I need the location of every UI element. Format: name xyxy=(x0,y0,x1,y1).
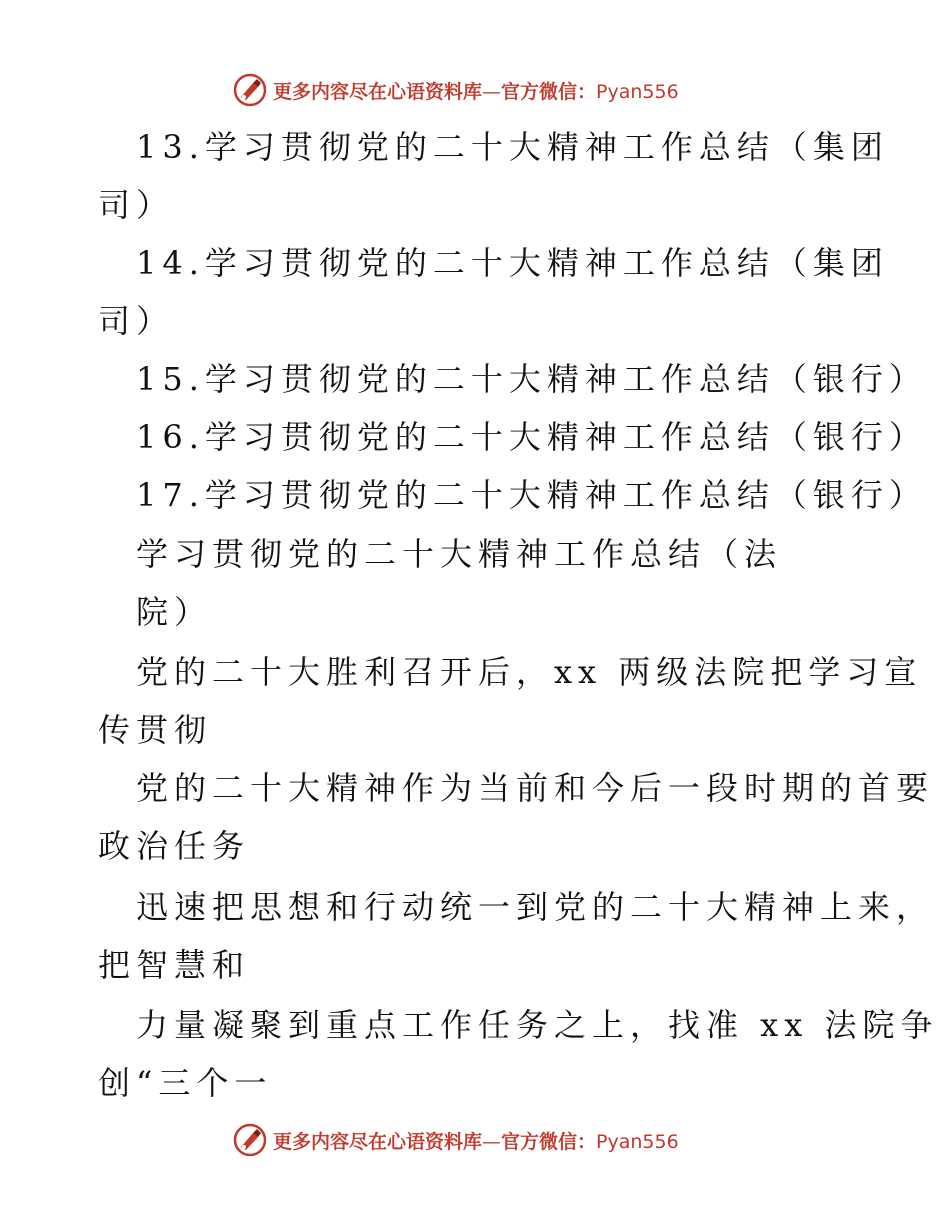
doc-paragraph-line: 创“三个一 xyxy=(98,1064,273,1102)
watermark-text: 更多内容尽在心语资料库—官方微信：Pyan556 xyxy=(273,80,679,103)
header-watermark-banner xyxy=(233,70,713,110)
doc-paragraph-line: 党的二十大胜利召开后，xx 两级法院把学习宣 xyxy=(136,653,923,691)
doc-line-13-cont: 司） xyxy=(98,186,175,224)
doc-paragraph-line: 力量凝聚到重点工作任务之上，找准 xx 法院争 xyxy=(136,1006,939,1044)
doc-section-title-cont: 院） xyxy=(136,593,213,631)
pen-logo-icon xyxy=(233,1123,267,1157)
doc-line-17: 17.学习贯彻党的二十大精神工作总结（银行） xyxy=(136,476,927,514)
pen-logo-icon xyxy=(233,73,267,107)
doc-line-16: 16.学习贯彻党的二十大精神工作总结（银行） xyxy=(136,418,927,456)
doc-paragraph-line: 把智慧和 xyxy=(98,946,251,984)
doc-line-13: 13.学习贯彻党的二十大精神工作总结（集团 xyxy=(136,128,889,166)
doc-paragraph-line: 政治任务 xyxy=(98,827,251,865)
doc-paragraph-line: 迅速把思想和行动统一到党的二十大精神上来， xyxy=(136,888,935,926)
doc-paragraph-line: 传贯彻 xyxy=(98,711,213,749)
doc-section-title: 学习贯彻党的二十大精神工作总结（法 xyxy=(136,535,783,573)
doc-line-15: 15.学习贯彻党的二十大精神工作总结（银行） xyxy=(136,360,927,398)
doc-line-14: 14.学习贯彻党的二十大精神工作总结（集团 xyxy=(136,244,889,282)
doc-line-14-cont: 司） xyxy=(98,302,175,340)
footer-watermark-banner xyxy=(233,1120,713,1160)
doc-paragraph-line: 党的二十大精神作为当前和今后一段时期的首要 xyxy=(136,769,935,807)
watermark-text: 更多内容尽在心语资料库—官方微信：Pyan556 xyxy=(273,1130,679,1153)
